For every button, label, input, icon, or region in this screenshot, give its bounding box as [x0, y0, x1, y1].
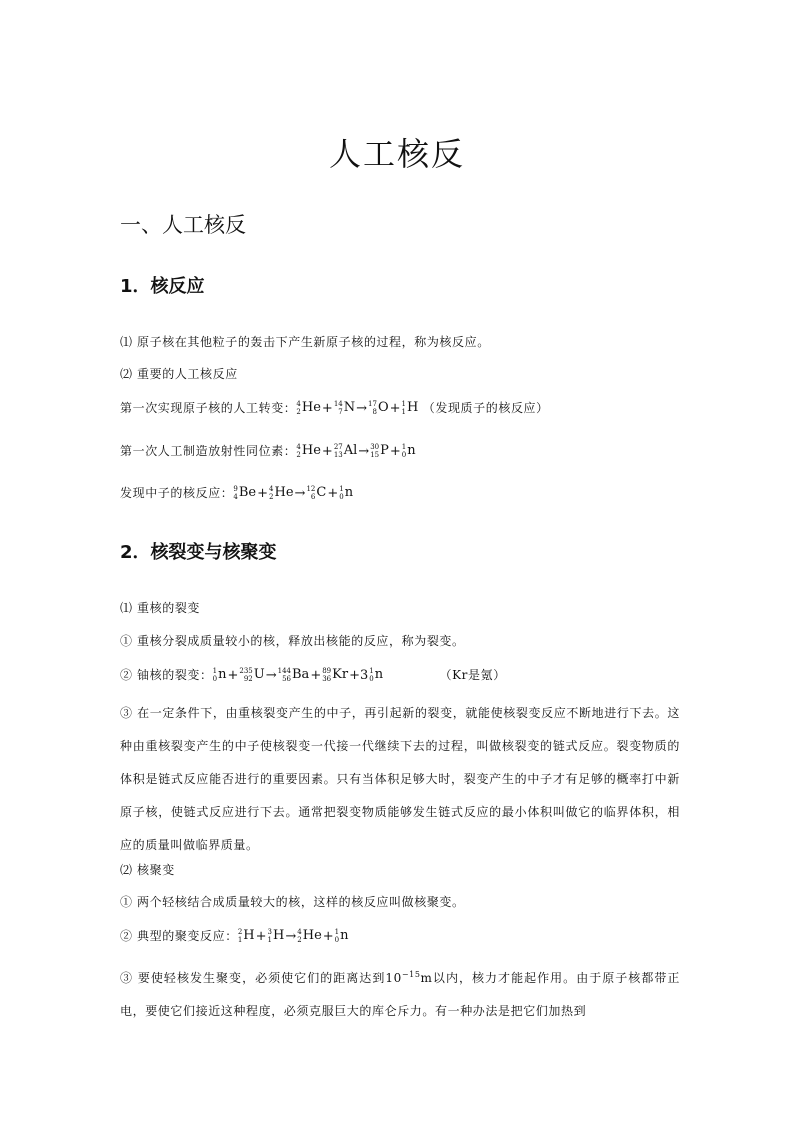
mass-number: 1: [212, 667, 218, 676]
nuclide-numbers: [402, 400, 406, 416]
nuclide-numbers: [334, 400, 343, 416]
nuclide: [335, 926, 349, 947]
atomic-number: 2: [297, 936, 302, 945]
equation-operator: +: [310, 667, 322, 683]
atomic-number: 2: [296, 451, 301, 460]
equation-line-neutron: [120, 483, 680, 504]
nuclide-numbers: [297, 928, 301, 944]
nuclide: [334, 398, 355, 419]
equation-line-fission: [120, 665, 680, 686]
paragraph: ① 重核分裂成质量较小的核，释放出核能的反应，称为裂变。: [120, 634, 465, 648]
nuclear-equation: [296, 444, 415, 459]
nuclide-numbers: [233, 485, 237, 501]
nuclide: [239, 665, 264, 686]
nuclide: [233, 483, 256, 504]
paragraph: ⑵ 核聚变: [120, 863, 175, 877]
paragraph-fusion-conditions: [120, 958, 680, 1028]
nuclide: [278, 665, 310, 686]
atomic-number: 2: [269, 493, 274, 502]
nuclear-equation: [213, 668, 383, 683]
element-symbol: n: [340, 928, 349, 944]
nuclide: [322, 665, 348, 686]
equation-label: 第一次人工制造放射性同位素：: [120, 444, 297, 458]
mass-number: 1: [339, 485, 344, 494]
equation-operator: +: [389, 400, 401, 416]
element-symbol: n: [344, 485, 354, 501]
atomic-number: 36: [322, 675, 332, 684]
atomic-number: 1: [267, 936, 273, 945]
nuclide: [369, 665, 383, 686]
element-symbol: n: [218, 667, 227, 683]
equation-note: （Kr是氪）: [439, 668, 506, 682]
element-symbol: Al: [343, 443, 358, 459]
nuclear-equation: [296, 401, 418, 416]
paragraph-chain-reaction: ③ 在一定条件下，由重核裂变产生的中子，再引起新的裂变，就能使核裂变反应不断地进行下去。这种由重核裂变产生的中子使核裂变一代接一代继续下去的过程，叫做核裂变的链式反应。裂变物质的体积是链式反应能否进行的重要因素。只有当体积足够大时，裂变产生的中子才有足够的概率打中新原子核，使链式反应进行下去。通常把裂变物质能够发生链式反应的最小体积叫做它的临界体积，相应的质量叫做临界质量。: [120, 706, 680, 852]
mass-number: 1: [401, 400, 406, 409]
atomic-number: 2: [296, 408, 301, 417]
nuclide: [296, 441, 321, 462]
equation-operator: +: [389, 443, 401, 459]
atomic-number: 7: [338, 408, 343, 417]
equation-operator: →: [265, 667, 277, 683]
equation-operator: +: [255, 928, 267, 944]
element-symbol: Kr: [332, 667, 349, 683]
element-symbol: H: [243, 928, 255, 944]
nuclide-numbers: [335, 928, 339, 944]
nuclide-numbers: [368, 400, 377, 416]
equation-operator: →: [285, 928, 297, 944]
atomic-number: 4: [233, 493, 238, 502]
nuclide: [306, 483, 326, 504]
section-heading: 一、人工核反: [120, 213, 246, 237]
equation-label: ② 铀核的裂变：: [120, 668, 213, 682]
nuclide: [297, 926, 322, 947]
atomic-number: 8: [372, 408, 377, 417]
element-symbol: He: [274, 485, 294, 501]
nuclide-numbers: [269, 485, 273, 501]
paragraph: ⑵ 重要的人工核反应: [120, 367, 238, 381]
nuclide-numbers: [296, 400, 300, 416]
equation-operator: +: [327, 485, 339, 501]
page-title: 人工核反: [328, 135, 465, 173]
nuclide-numbers: [268, 928, 272, 944]
nuclide-numbers: [213, 667, 217, 683]
mass-number: 27: [333, 443, 343, 452]
mass-number: 2: [237, 928, 243, 937]
nuclide-numbers: [322, 667, 331, 683]
paragraph: ⑴ 原子核在其他粒子的轰击下产生新原子核的过程，称为核反应。: [120, 335, 490, 349]
nuclide-numbers: [296, 443, 300, 459]
mass-number: 1: [401, 443, 407, 452]
equation-line-fusion: [120, 926, 680, 947]
atomic-number: 1: [401, 408, 406, 417]
atomic-number: 0: [339, 493, 344, 502]
element-symbol: U: [253, 667, 265, 683]
equation-label: ② 典型的聚变反应：: [120, 929, 238, 943]
nuclide: [269, 483, 294, 504]
element-symbol: P: [380, 443, 389, 459]
mass-number: 4: [296, 400, 301, 409]
atomic-number: 0: [334, 936, 340, 945]
mass-number: 4: [296, 443, 301, 452]
nuclide-numbers: [238, 928, 242, 944]
nuclide-numbers: [334, 443, 343, 459]
equation-operator: +: [321, 400, 333, 416]
mass-number: 1: [369, 667, 374, 676]
element-symbol: He: [301, 443, 321, 459]
nuclide: [402, 398, 419, 419]
subsection-heading-nuclear-reaction: 1．核反应: [120, 276, 205, 297]
mass-number: 235: [239, 667, 253, 676]
nuclide-numbers: [370, 443, 379, 459]
mass-number: 89: [322, 667, 332, 676]
nuclide: [238, 926, 255, 947]
nuclear-equation: [238, 929, 349, 944]
mass-number: 14: [333, 400, 343, 409]
element-symbol: He: [302, 928, 322, 944]
paragraph: ⑴ 重核的裂变: [120, 601, 201, 615]
element-symbol: Be: [238, 485, 257, 501]
mass-number: 4: [297, 928, 302, 937]
mass-number: 30: [370, 443, 380, 452]
element-symbol: n: [374, 667, 384, 683]
paragraph: ① 两个轻核结合成质量较大的核，这样的核反应叫做核聚变。: [120, 895, 465, 909]
nuclide: [213, 665, 227, 686]
nuclide: [402, 441, 416, 462]
equation-operator: +: [257, 485, 269, 501]
element-symbol: N: [343, 400, 356, 416]
equation-note: （发现质子的核反应）: [422, 401, 549, 415]
atomic-number: 13: [333, 451, 343, 460]
element-symbol: He: [301, 400, 321, 416]
atomic-number: 0: [212, 675, 218, 684]
equation-operator: →: [358, 443, 370, 459]
exponent: −15: [401, 970, 421, 979]
element-symbol: H: [273, 928, 285, 944]
mass-number: 1: [334, 928, 340, 937]
nuclide-numbers: [369, 667, 373, 683]
nuclide-numbers: [402, 443, 406, 459]
nuclide-numbers: [306, 485, 315, 501]
equation-line-radioisotope: [120, 441, 680, 462]
atomic-number: 1: [237, 936, 243, 945]
mass-number: 17: [368, 400, 377, 409]
equation-operator: +: [321, 443, 333, 459]
subsection-heading-fission-fusion: 2．核裂变与核聚变: [120, 542, 277, 563]
atomic-number: 92: [243, 675, 253, 684]
nuclide: [368, 398, 389, 419]
mass-number: 12: [306, 485, 316, 494]
mass-number: 144: [277, 667, 291, 676]
element-symbol: Ba: [292, 667, 310, 683]
nuclide: [339, 483, 353, 504]
equation-operator: →: [294, 485, 306, 501]
nuclide: [334, 441, 357, 462]
mass-number: 4: [269, 485, 274, 494]
nuclide: [296, 398, 321, 419]
equation-operator: +3: [349, 667, 369, 683]
atomic-number: 56: [282, 675, 291, 684]
nuclide-numbers: [339, 485, 343, 501]
nuclide-numbers: [239, 667, 252, 683]
element-symbol: n: [407, 443, 416, 459]
element-symbol: C: [316, 485, 327, 501]
nuclide: [370, 441, 389, 462]
atomic-number: 15: [370, 451, 380, 460]
equation-operator: →: [356, 400, 368, 416]
equation-operator: +: [322, 928, 334, 944]
equation-label: 第一次实现原子核的人工转变：: [120, 401, 297, 415]
mass-number: 9: [233, 485, 238, 494]
text-run: ③ 要使轻核发生聚变，必须使它们的距离达到10: [120, 971, 402, 985]
atomic-number: 0: [401, 451, 407, 460]
nuclide-numbers: [278, 667, 291, 683]
atomic-number: 0: [369, 675, 374, 684]
equation-line-proton: [120, 398, 680, 419]
equation-operator: +: [227, 667, 239, 683]
atomic-number: 6: [310, 493, 316, 502]
element-symbol: O: [377, 400, 389, 416]
element-symbol: H: [406, 400, 419, 416]
text-run: m以内，核力才能起作用。由于原子核都带正电，要使它们接近这种程度，必须克服巨大的库仑斥力。有一种办法是把它们加热到: [120, 971, 680, 1018]
nuclide: [268, 926, 285, 947]
mass-number: 3: [267, 928, 273, 937]
equation-label: 发现中子的核反应：: [120, 486, 234, 500]
nuclear-equation: [233, 486, 353, 501]
